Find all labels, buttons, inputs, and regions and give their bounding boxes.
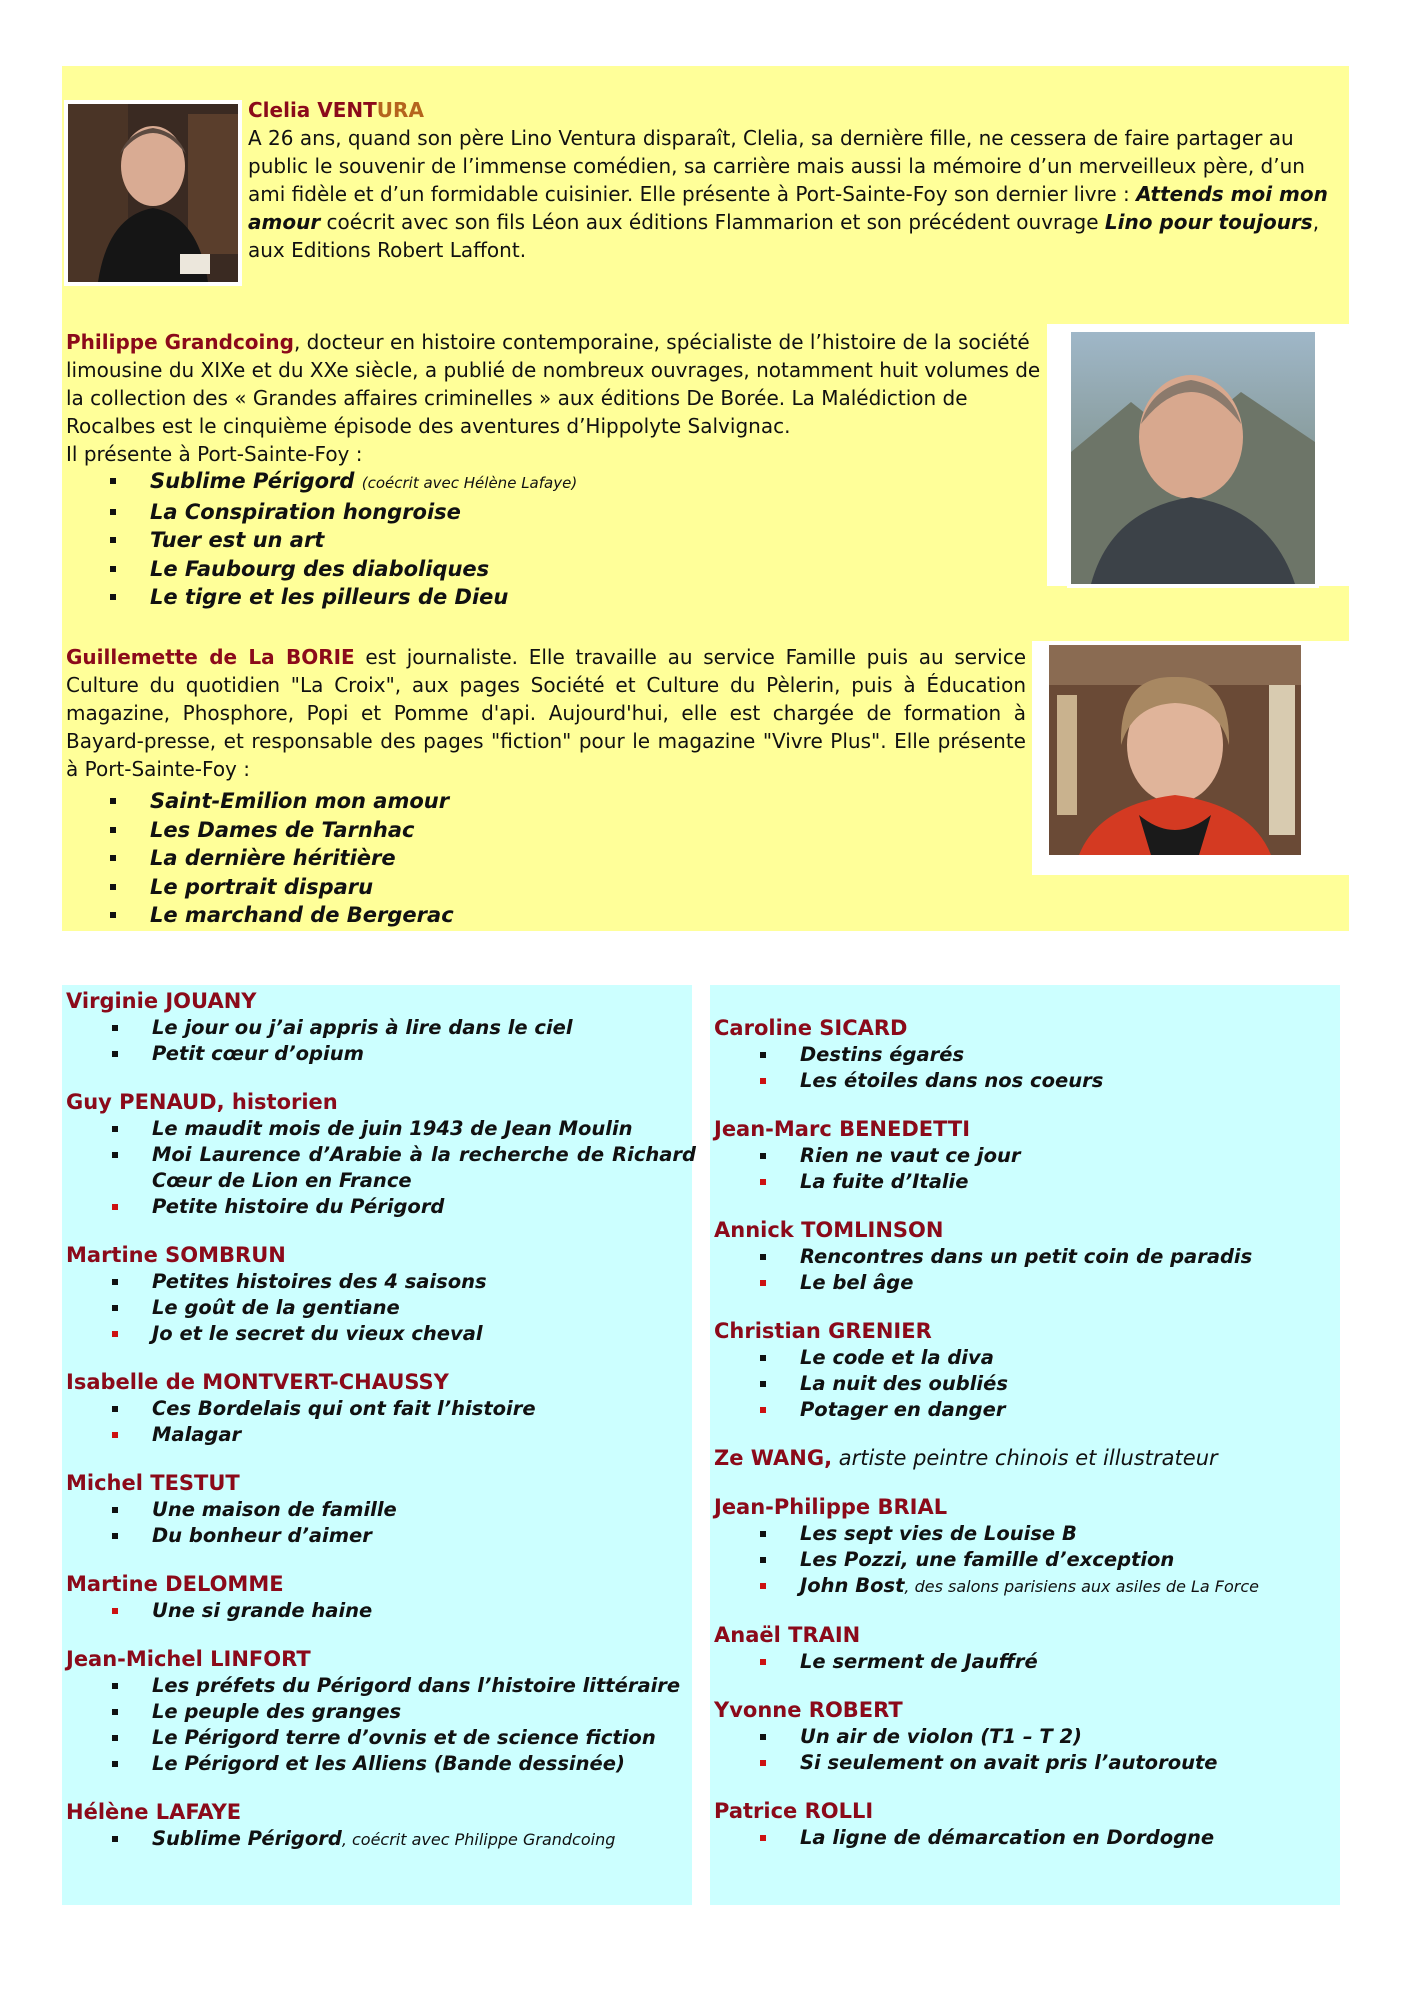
author-books [714, 1042, 1344, 1094]
grandcoing-block-bg-bottom [1047, 586, 1349, 641]
list-item: Si seulement on avait pris l’autoroute [714, 1750, 1344, 1776]
author-books [714, 1724, 1344, 1776]
guillemette-laborie-photo [1045, 641, 1305, 859]
list-item: La nuit des oubliés [714, 1371, 1344, 1397]
list-item: Saint-Emilion mon amour [64, 787, 764, 816]
author-books [714, 1825, 1344, 1851]
list-item: Le code et la diva [714, 1345, 1344, 1371]
laborie-name: Guillemette de La BORIE [66, 645, 355, 669]
list-item: La Conspiration hongroise [64, 498, 764, 527]
list-item: Le Périgord et les Alliens (Bande dessinée) [66, 1751, 696, 1777]
list-item: Le Périgord terre d’ovnis et de science fiction [66, 1725, 696, 1751]
author-books [714, 1244, 1344, 1296]
author-name: Annick TOMLINSON [714, 1218, 944, 1242]
right-column [714, 1015, 1344, 1873]
list-item: Tuer est un art [64, 526, 764, 555]
clelia-ventura-photo [64, 100, 242, 286]
author-name: Isabelle de MONTVERT-CHAUSSY [66, 1370, 449, 1394]
author-name: Jean-Philippe BRIAL [714, 1495, 948, 1519]
list-item: Du bonheur d’aimer [66, 1523, 696, 1549]
list-item: La fuite d’Italie [714, 1169, 1344, 1195]
author-books [714, 1521, 1344, 1600]
list-item: Le peuple des granges [66, 1699, 696, 1725]
list-item: Les sept vies de Louise B [714, 1521, 1344, 1547]
list-item: Sublime Périgord (coécrit avec Hélène Lafaye) [64, 467, 764, 498]
laborie-books [64, 787, 764, 930]
list-item: Sublime Périgord, coécrit avec Philippe Grandcoing [66, 1826, 696, 1853]
author-books [714, 1143, 1344, 1195]
author-name: Guy PENAUD, historien [66, 1090, 338, 1114]
author-books [66, 1116, 696, 1220]
author-name: Hélène LAFAYE [66, 1800, 242, 1824]
list-item: Les Dames de Tarnhac [64, 816, 764, 845]
author-name: Ze WANG, artiste peintre chinois et illustrateur [714, 1446, 1218, 1470]
list-item: Un air de violon (T1 – T 2) [714, 1724, 1344, 1750]
author-books [66, 1269, 696, 1347]
list-item: Ces Bordelais qui ont fait l’histoire [66, 1396, 696, 1422]
grandcoing-books [64, 467, 764, 612]
grandcoing-name: Philippe Grandcoing [66, 330, 294, 354]
list-item: Potager en danger [714, 1397, 1344, 1423]
list-item: Les préfets du Périgord dans l’histoire littéraire [66, 1673, 696, 1699]
list-item: Le portrait disparu [64, 873, 764, 902]
ventura-text: Clelia VENTURA A 26 ans, quand son père Lino Ventura disparaît, Clelia, sa dernière fille, ne cessera de faire partager au public le souvenir de l’immense comédien, sa carrière mais aussi la mémoire d’un merveilleux père, d’un ami fidèle et d’un formidable cuisinier. Elle présente à Port-Sainte-Foy son dernier livre : Attends moi mon amour coécrit avec son fils Léon aux éditions Flammarion et son précédent ouvrage Lino pour toujours, aux Editions Robert Laffont. [248, 98, 1328, 262]
list-item: Malagar [66, 1422, 696, 1448]
author-books [66, 1497, 696, 1549]
list-item: Les Pozzi, une famille d’exception [714, 1547, 1344, 1573]
ventura-book-2: Lino pour toujours [1104, 210, 1313, 234]
author-name: Patrice ROLLI [714, 1799, 874, 1823]
list-item: Une si grande haine [66, 1598, 696, 1624]
author-books [66, 1598, 696, 1624]
list-item: Rien ne vaut ce jour [714, 1143, 1344, 1169]
list-item: Le maudit mois de juin 1943 de Jean Moulin [66, 1116, 696, 1142]
list-item: Moi Laurence d’Arabie à la recherche de Richard Cœur de Lion en France [66, 1142, 696, 1194]
list-item: Rencontres dans un petit coin de paradis [714, 1244, 1344, 1270]
grandcoing-intro: Il présente à Port-Sainte-Foy : [66, 442, 363, 466]
list-item: Une maison de famille [66, 1497, 696, 1523]
author-name: Caroline SICARD [714, 1016, 908, 1040]
list-item: Le marchand de Bergerac [64, 901, 764, 930]
author-books [66, 1826, 696, 1853]
list-item: Petites histoires des 4 saisons [66, 1269, 696, 1295]
list-item: Les étoiles dans nos coeurs [714, 1068, 1344, 1094]
author-name: Martine DELOMME [66, 1572, 284, 1596]
list-item: Destins égarés [714, 1042, 1344, 1068]
list-item: Le tigre et les pilleurs de Dieu [64, 583, 764, 612]
author-name: Virginie JOUANY [66, 989, 257, 1013]
author-name: Michel TESTUT [66, 1471, 240, 1495]
author-name: Jean-Michel LINFORT [66, 1647, 311, 1671]
list-item: John Bost, des salons parisiens aux asiles de La Force [714, 1573, 1344, 1600]
author-name: Yvonne ROBERT [714, 1698, 903, 1722]
author-books [66, 1673, 696, 1777]
list-item: Le goût de la gentiane [66, 1295, 696, 1321]
author-name: Jean-Marc BENEDETTI [714, 1117, 971, 1141]
list-item: La dernière héritière [64, 844, 764, 873]
author-name: Christian GRENIER [714, 1319, 932, 1343]
list-item: Le Faubourg des diaboliques [64, 555, 764, 584]
list-item: La ligne de démarcation en Dordogne [714, 1825, 1344, 1851]
list-item: Petit cœur d’opium [66, 1041, 696, 1067]
grandcoing-text: Philippe Grandcoing, docteur en histoire contemporaine, spécialiste de l’histoire de la société limousine du XIXe et du XXe siècle, a publié de nombreux ouvrages, notamment huit volumes de la collection des « Grandes affaires criminelles » aux éditions De Borée. La Malédiction de Rocalbes est le cinquième épisode des aventures d’Hippolyte Salvignac. Il présente à Port-Sainte-Foy : [66, 330, 1041, 466]
laborie-text: Guillemette de La BORIE est journaliste. Elle travaille au service Famille puis au service Culture du quotidien "La Croix", aux pages Société et Culture du Pèlerin, puis à Éducation magazine, Phosphore, Popi et Pomme d'api. Aujourd'hui, elle est chargée de formation à Bayard-presse, et responsable des pages "fiction" pour le magazine "Vivre Plus". Elle présente à Port-Sainte-Foy : [66, 645, 1027, 781]
author-name: Martine SOMBRUN [66, 1243, 286, 1267]
list-item: Jo et le secret du vieux cheval [66, 1321, 696, 1347]
list-item: Petite histoire du Périgord [66, 1194, 696, 1220]
ventura-name: Clelia VENTURA [248, 98, 424, 122]
list-item: Le jour ou j’ai appris à lire dans le ciel [66, 1015, 696, 1041]
philippe-grandcoing-photo [1067, 328, 1319, 588]
author-books [714, 1345, 1344, 1423]
author-books [66, 1396, 696, 1448]
list-item: Le bel âge [714, 1270, 1344, 1296]
left-column [66, 988, 696, 1875]
author-name: Anaël TRAIN [714, 1623, 861, 1647]
list-item: Le serment de Jauffré [714, 1649, 1344, 1675]
author-books [66, 1015, 696, 1067]
author-books [714, 1649, 1344, 1675]
ventura-book-1: Attends moi mon amour [248, 182, 1328, 234]
